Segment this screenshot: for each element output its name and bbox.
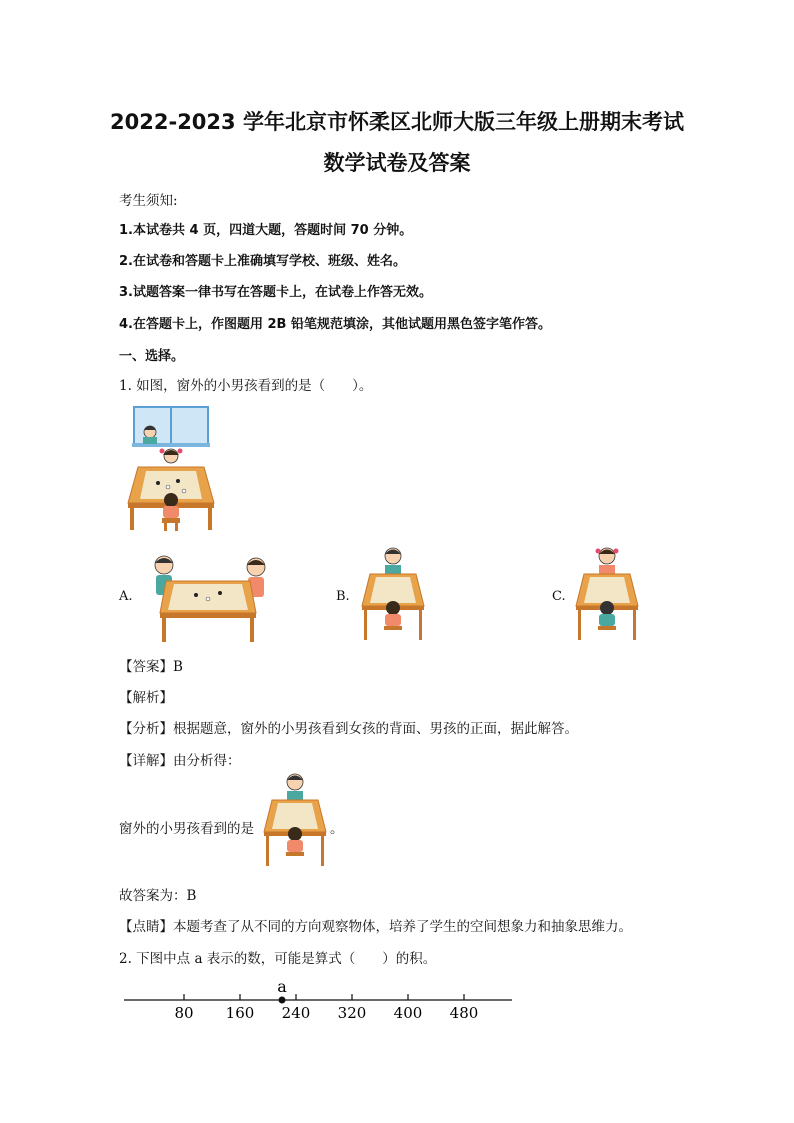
notice-item: 2.在试卷和答题卡上准确填写学校、班级、姓名。 bbox=[119, 254, 406, 269]
seen-prefix: 窗外的小男孩看到的是 bbox=[119, 821, 254, 837]
seen-suffix: 。 bbox=[330, 821, 344, 837]
dianjing-line bbox=[119, 915, 632, 935]
fenxi-line bbox=[119, 717, 578, 737]
point-a-marker bbox=[279, 997, 286, 1004]
answer-tag: 【答案】 bbox=[119, 659, 173, 675]
dianjing-text: 本题考查了从不同的方向观察物体，培养了学生的空间想象力和抽象思维力。 bbox=[173, 919, 632, 935]
question-2-stem: 2. 下图中点 a 表示的数，可能是算式（ ）的积。 bbox=[119, 951, 437, 967]
number-line bbox=[120, 976, 520, 1026]
option-c-label: C. bbox=[552, 589, 566, 604]
xiangjie-tag: 【详解】 bbox=[119, 753, 173, 769]
question-1-scene-illustration bbox=[124, 405, 218, 533]
exam-title-line1: 2022-2023 学年北京市怀柔区北师大版三年级上册期末考试 bbox=[110, 110, 684, 134]
option-b-illustration bbox=[360, 546, 426, 644]
number-line-tick-label: 240 bbox=[281, 1004, 311, 1022]
question-1-stem: 1. 如图，窗外的小男孩看到的是（ ）。 bbox=[119, 378, 373, 394]
answer-value: B bbox=[173, 659, 183, 675]
section-heading: 一、选择。 bbox=[119, 349, 185, 364]
notice-heading: 考生须知: bbox=[119, 193, 178, 209]
exam-title-line2: 数学试卷及答案 bbox=[323, 151, 471, 175]
conclusion: 故答案为：B bbox=[119, 888, 197, 904]
number-line-tick-label: 80 bbox=[174, 1004, 194, 1022]
notice-item: 1.本试卷共 4 页，四道大题，答题时间 70 分钟。 bbox=[119, 223, 413, 238]
number-line-tick-label: 160 bbox=[225, 1004, 255, 1022]
xiangjie-line bbox=[119, 749, 241, 769]
number-line-tick-label: 320 bbox=[337, 1004, 367, 1022]
notice-item: 4.在答题卡上，作图题用 2B 铅笔规范填涂，其他试题用黑色签字笔作答。 bbox=[119, 317, 551, 332]
option-b-label: B. bbox=[336, 589, 350, 604]
number-line-tick-label: 400 bbox=[393, 1004, 423, 1022]
fenxi-text: 根据题意，窗外的小男孩看到女孩的背面、男孩的正面，据此解答。 bbox=[173, 721, 578, 737]
analysis-tag: 【解析】 bbox=[119, 690, 173, 706]
fenxi-tag: 【分析】 bbox=[119, 721, 173, 737]
option-c-illustration bbox=[574, 546, 640, 644]
notice-item: 3.试题答案一律书写在答题卡上，在试卷上作答无效。 bbox=[119, 285, 432, 300]
option-a-label: A. bbox=[119, 589, 133, 604]
point-a-label: a bbox=[277, 977, 287, 996]
option-a-illustration bbox=[146, 553, 268, 645]
xiangjie-text: 由分析得： bbox=[173, 753, 241, 769]
number-line-tick-label: 480 bbox=[449, 1004, 479, 1022]
dianjing-tag: 【点睛】 bbox=[119, 919, 173, 935]
answer-illustration bbox=[262, 772, 328, 870]
answer-line bbox=[119, 655, 183, 675]
